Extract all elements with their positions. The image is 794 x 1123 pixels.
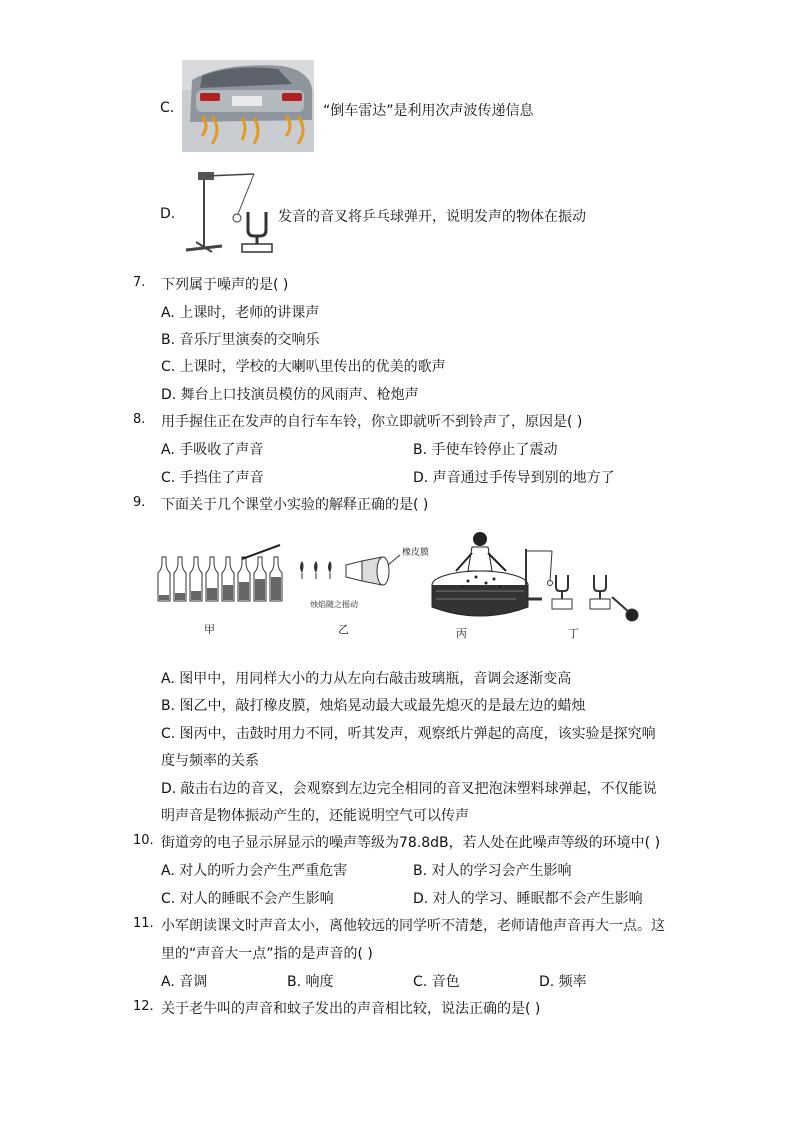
- q11-stem-line2: 里的“声音大一点”指的是声音的( ): [161, 946, 373, 962]
- q7-option-b: B. 音乐厅里演奏的交响乐: [161, 332, 320, 348]
- q10-option-a: A. 对人的听力会产生严重危害: [161, 863, 348, 879]
- q9-stem: 下面关于几个课堂小实验的解释正确的是( ): [161, 497, 429, 513]
- q7-number: 7.: [133, 275, 146, 290]
- car-reversing-radar-image: [182, 60, 314, 152]
- q7-option-a: A. 上课时，老师的讲课声: [161, 305, 320, 321]
- q8-option-b: B. 手使车铃停止了震动: [413, 442, 558, 458]
- q11-number: 11.: [133, 916, 154, 931]
- option-c-text: “倒车雷达”是利用次声波传递信息: [323, 103, 534, 119]
- q9-option-c-cont: 度与频率的关系: [161, 753, 259, 769]
- q11-stem-line1: 小军朗读课文时声音太小，离他较远的同学听不清楚，老师请他声音再大一点。这: [161, 918, 665, 934]
- q11-option-b: B. 响度: [287, 974, 334, 990]
- drum-figure: [432, 532, 528, 616]
- q10-number: 10.: [133, 833, 154, 848]
- option-d-letter: D.: [160, 206, 176, 222]
- q8-option-c: C. 手挡住了声音: [161, 470, 264, 486]
- label-bing: 丙: [456, 627, 467, 640]
- q8-stem: 用手握住正在发声的自行车车铃，你立即就听不到铃声了，原因是( ): [161, 414, 583, 430]
- q7-option-d: D. 舞台上口技演员模仿的风雨声、枪炮声: [161, 387, 419, 403]
- option-c-letter: C.: [160, 100, 175, 116]
- q11-option-c: C. 音色: [413, 974, 460, 990]
- q11-option-d: D. 频率: [539, 974, 587, 990]
- q7-option-c: C. 上课时，学校的大喇叭里传出的优美的歌声: [161, 359, 446, 375]
- q11-option-a: A. 音调: [161, 974, 208, 990]
- q8-option-d: D. 声音通过手传导到别的地方了: [413, 470, 615, 486]
- label-yi: 乙: [338, 623, 349, 636]
- q9-experiment-figures: [150, 525, 650, 645]
- q10-option-b: B. 对人的学习会产生影响: [413, 863, 572, 879]
- label-candle-flame: 烛焰随之摇动: [310, 600, 358, 609]
- tuning-fork-pingpong-image: [182, 166, 276, 258]
- q12-stem: 关于老牛叫的声音和蚊子发出的声音相比较，说法正确的是( ): [161, 1001, 541, 1017]
- label-jia: 甲: [204, 623, 215, 636]
- membrane-candles-figure: [300, 546, 429, 609]
- q10-option-c: C. 对人的睡眠不会产生影响: [161, 891, 334, 907]
- q9-option-d: D. 敲击右边的音叉，会观察到左边完全相同的音叉把泡沫塑料球弹起，不仅能说: [161, 781, 657, 797]
- q9-option-a: A. 图甲中，用同样大小的力从左向右敲击玻璃瓶，音调会逐渐变高: [161, 671, 572, 687]
- q12-number: 12.: [133, 999, 154, 1014]
- label-ding: 丁: [568, 627, 579, 640]
- q9-number: 9.: [133, 495, 146, 510]
- q10-option-d: D. 对人的学习、睡眠都不会产生影响: [413, 891, 643, 907]
- q9-option-d-cont: 明声音是物体振动产生的，还能说明空气可以传声: [161, 808, 469, 824]
- q8-number: 8.: [133, 412, 146, 427]
- q8-option-a: A. 手吸收了声音: [161, 442, 264, 458]
- option-d-text: 发音的音叉将乒乓球弹开，说明发声的物体在振动: [278, 209, 586, 225]
- q10-stem: 街道旁的电子显示屏显示的噪声等级为78.8dB，若人处在此噪声等级的环境中( ): [161, 835, 661, 851]
- label-membrane: 橡皮膜: [402, 548, 430, 558]
- q9-option-b: B. 图乙中，敲打橡皮膜，烛焰晃动最大或最先熄灭的是最左边的蜡烛: [161, 698, 586, 714]
- q9-option-c: C. 图丙中，击鼓时用力不同，听其发声，观察纸片弹起的高度，该实验是探究响: [161, 726, 656, 742]
- two-tuning-forks-figure: [516, 549, 638, 621]
- q7-stem: 下列属于噪声的是( ): [161, 277, 289, 293]
